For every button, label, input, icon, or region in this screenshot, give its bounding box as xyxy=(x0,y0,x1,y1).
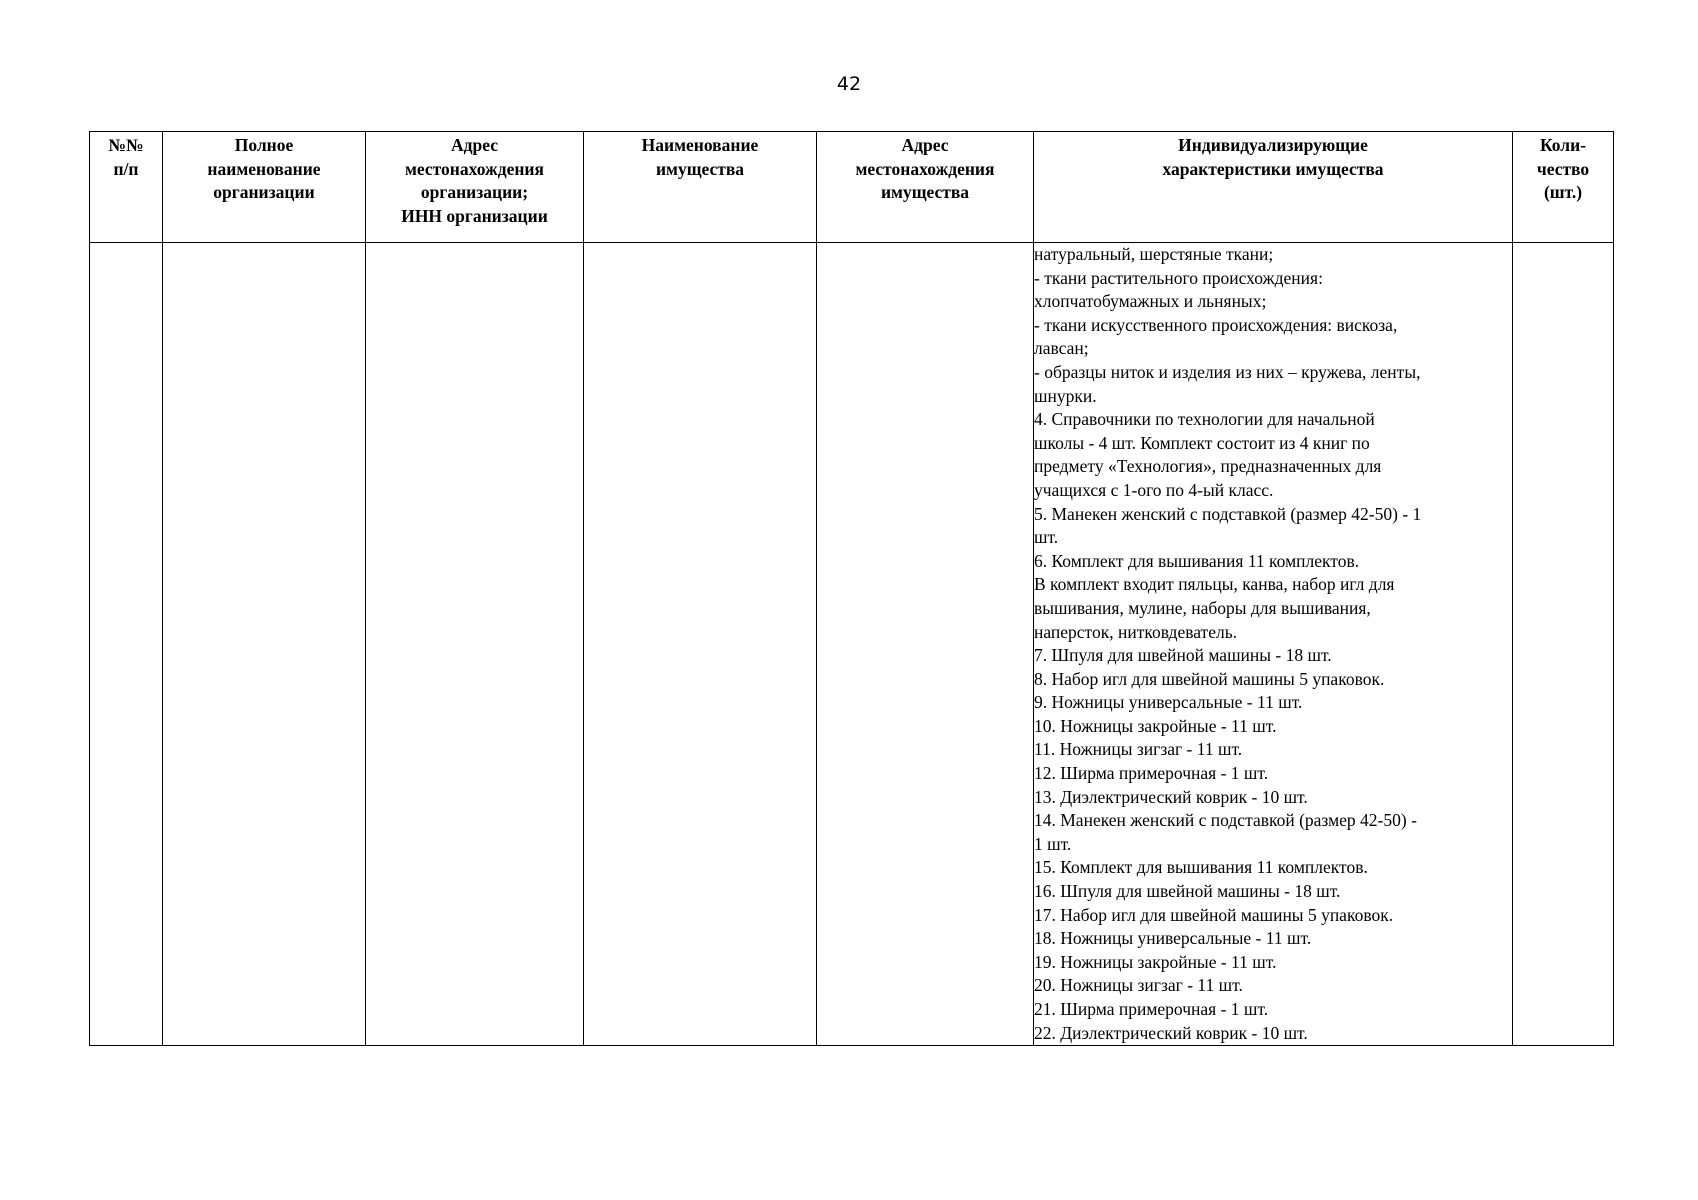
characteristics-line: 4. Справочники по технологии для начальной xyxy=(1034,409,1375,430)
characteristics-line: лавсан; xyxy=(1034,338,1089,359)
cell-org-address-inn xyxy=(366,243,584,1046)
property-table xyxy=(89,131,1614,1046)
page-number: 42 xyxy=(836,73,862,95)
table-header-row xyxy=(90,132,1614,243)
table-row xyxy=(90,243,1614,1046)
header-line: №№ xyxy=(108,135,144,155)
cell-property-name xyxy=(584,243,817,1046)
header-line: Адрес xyxy=(451,135,498,155)
characteristics-line: вышивания, мулине, наборы для вышивания, xyxy=(1034,597,1371,618)
characteristics-line: - ткани искусственного происхождения: вискоза, xyxy=(1034,314,1398,335)
characteristics-line: 13. Диэлектрический коврик - 10 шт. xyxy=(1034,786,1308,807)
characteristics-line: 14. Манекен женский с подставкой (размер 42-50) - xyxy=(1034,810,1417,831)
characteristics-line: предмету «Технология», предназначенных для xyxy=(1034,456,1382,477)
characteristics-line: 7. Шпуля для швейной машины - 18 шт. xyxy=(1034,645,1332,666)
header-line: п/п xyxy=(113,158,139,179)
header-org-name xyxy=(163,132,366,243)
header-line: наименование xyxy=(207,158,321,179)
characteristics-line: учащихся с 1-ого по 4-ый класс. xyxy=(1034,479,1274,500)
header-line: (шт.) xyxy=(1543,182,1583,202)
characteristics-line: 11. Ножницы зигзаг - 11 шт. xyxy=(1034,739,1243,760)
header-line: чество xyxy=(1536,158,1590,179)
characteristics-line: - образцы ниток и изделия из них – кружева, ленты, xyxy=(1034,361,1421,382)
header-line: Адрес xyxy=(901,135,949,155)
header-line: имущества xyxy=(880,182,970,202)
characteristics-line: 17. Набор игл для швейной машины 5 упаковок. xyxy=(1034,904,1394,925)
header-line: местонахождения xyxy=(405,158,544,179)
characteristics-line: 18. Ножницы универсальные - 11 шт. xyxy=(1034,928,1312,949)
header-property-address xyxy=(817,132,1034,243)
header-line: ИНН организации xyxy=(401,205,548,226)
header-line: местонахождения xyxy=(855,158,995,179)
characteristics-line: 19. Ножницы закройные - 11 шт. xyxy=(1034,951,1277,972)
cell-org-name xyxy=(163,243,366,1046)
characteristics-line: 8. Набор игл для швейной машины 5 упаковок. xyxy=(1034,668,1385,689)
cell-property-address xyxy=(817,243,1034,1046)
characteristics-line: В комплект входит пяльцы, канва, набор игл для xyxy=(1034,574,1395,595)
characteristics-line: школы - 4 шт. Комплект состоит из 4 книг по xyxy=(1034,432,1370,453)
characteristics-line: шт. xyxy=(1034,527,1059,548)
characteristics-line: натуральный, шерстяные ткани; xyxy=(1034,244,1274,264)
header-quantity xyxy=(1513,132,1614,243)
characteristics-line: 20. Ножницы зигзаг - 11 шт. xyxy=(1034,975,1243,996)
header-org-address-inn xyxy=(366,132,584,243)
characteristics-line: 9. Ножницы универсальные - 11 шт. xyxy=(1034,692,1303,713)
characteristics-line: 22. Диэлектрический коврик - 10 шт. xyxy=(1034,1022,1308,1043)
header-line: имущества xyxy=(655,158,745,179)
characteristics-line: - ткани растительного происхождения: xyxy=(1034,267,1323,288)
characteristics-line: 1 шт. xyxy=(1034,833,1072,854)
characteristics-line: 10. Ножницы закройные - 11 шт. xyxy=(1034,715,1277,736)
header-property-name xyxy=(584,132,817,243)
header-line: Индивидуализирующие xyxy=(1178,135,1368,155)
characteristics-line: шнурки. xyxy=(1034,385,1097,406)
characteristics-line: 15. Комплект для вышивания 11 комплектов. xyxy=(1034,857,1368,878)
characteristics-line: 21. Ширма примерочная - 1 шт. xyxy=(1034,999,1269,1019)
characteristics-line: 16. Шпуля для швейной машины - 18 шт. xyxy=(1034,881,1341,902)
characteristics-line: 6. Комплект для вышивания 11 комплектов. xyxy=(1034,550,1360,571)
header-line: характеристики имущества xyxy=(1162,158,1384,179)
characteristics-line: наперсток, нитковдеватель. xyxy=(1034,621,1238,642)
cell-characteristics xyxy=(1034,243,1513,1046)
header-line: организации; xyxy=(420,182,529,202)
header-line: организации xyxy=(213,182,315,202)
header-line: Наименование xyxy=(641,135,759,155)
header-characteristics xyxy=(1034,132,1513,243)
header-line: Полное xyxy=(234,135,294,155)
header-number xyxy=(90,132,163,243)
characteristics-line: 5. Манекен женский с подставкой (размер 42-50) - 1 xyxy=(1034,503,1422,524)
characteristics-line: хлопчатобумажных и льняных; xyxy=(1034,291,1267,312)
characteristics-line: 12. Ширма примерочная - 1 шт. xyxy=(1034,763,1269,784)
cell-number xyxy=(90,243,163,1046)
cell-quantity xyxy=(1513,243,1614,1046)
header-line: Коли- xyxy=(1539,135,1587,155)
